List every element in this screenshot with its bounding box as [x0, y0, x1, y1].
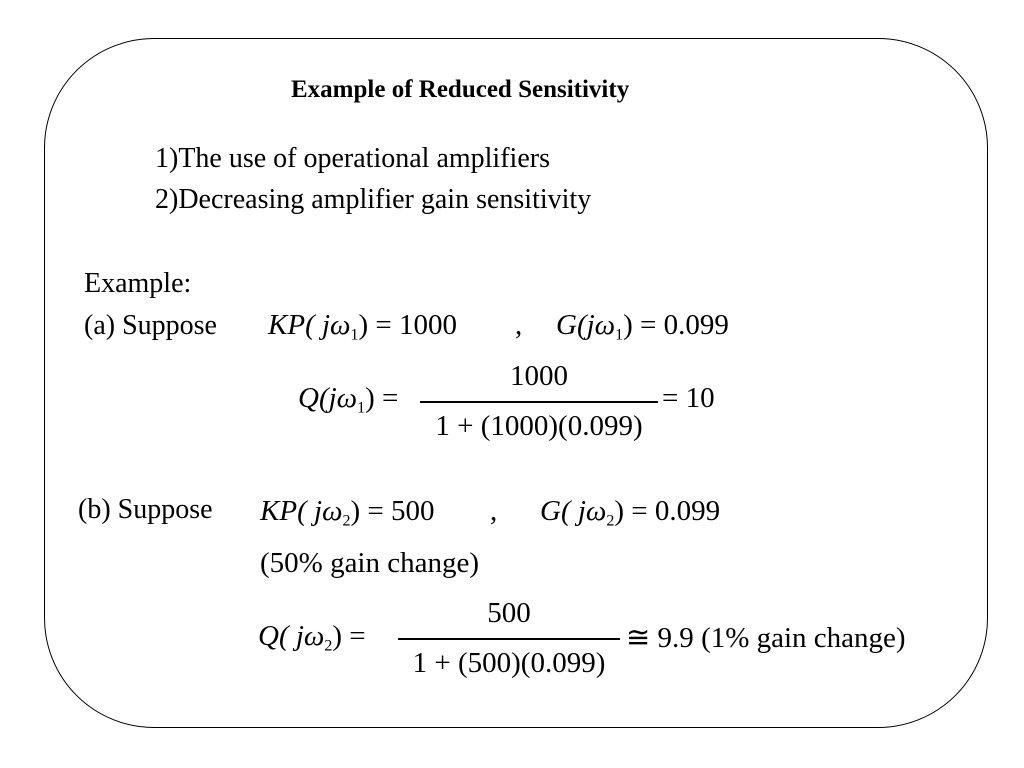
part-a-fraction-bar — [420, 401, 658, 403]
part-a-label: (a) Suppose — [84, 310, 217, 341]
part-a-g-equation: $G(j\omega_1) = 0.099$ — [556, 309, 729, 344]
example-label: Example: — [84, 268, 192, 299]
kp-symbol: KP — [268, 309, 306, 341]
part-a-comma: , — [515, 309, 523, 341]
part-a-q-denominator: 1 + (1000)(0.099) — [435, 410, 643, 442]
part-b-label: (b) Suppose — [78, 494, 213, 525]
part-b-q-lhs: Q( $j\omega_2$) = — [258, 620, 366, 655]
part-a-q-result: = 10 — [662, 382, 715, 414]
point-2: 2)Decreasing amplifier gain sensitivity — [155, 184, 592, 215]
part-b-q-denominator: 1 + (500)(0.099) — [412, 647, 606, 679]
part-b-q-numerator: 500 — [487, 597, 531, 629]
part-a-kp-equation: KP( $j\omega_1) = 1000$ — [268, 309, 458, 344]
part-b-gain-change-note: (50% gain change) — [260, 547, 480, 579]
part-b-kp-equation: KP( $j\omega_2) = 500$ — [260, 495, 435, 530]
part-a-q-numerator: 1000 — [510, 360, 568, 392]
point-1: 1)The use of operational amplifiers — [155, 143, 550, 174]
part-a-q-lhs: $Q(j\omega_1)$ = — [298, 382, 399, 417]
part-b-q-result: ≅ 9.9 (1% gain change) — [626, 622, 906, 654]
part-b-fraction-bar — [398, 638, 620, 640]
part-b-g-equation: G( $j\omega_2) = 0.099$ — [540, 495, 721, 530]
slide-title: Example of Reduced Sensitivity — [291, 76, 630, 103]
part-b-comma: , — [490, 495, 498, 527]
